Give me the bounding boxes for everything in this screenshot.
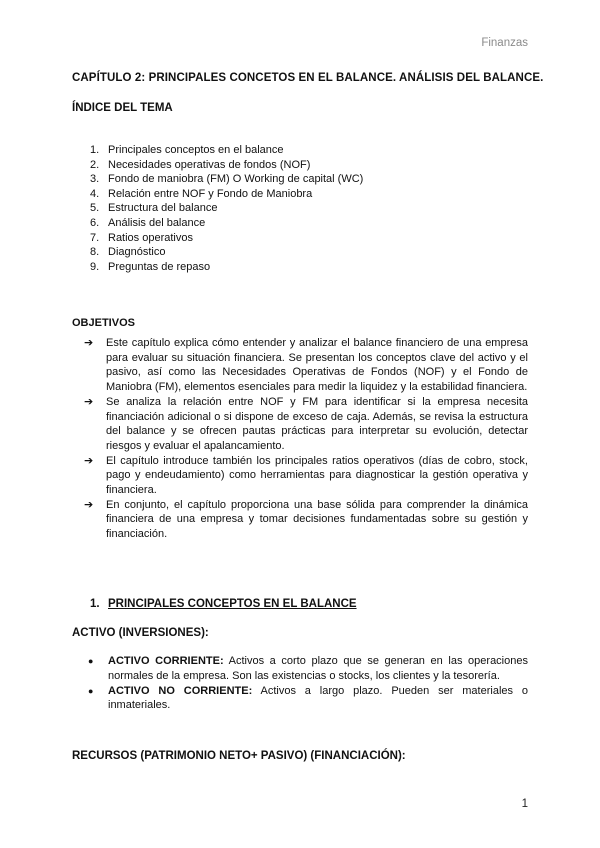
toc-item: 9. Preguntas de repaso bbox=[90, 260, 211, 273]
objectives-list bbox=[84, 336, 528, 542]
arrow-bullet-icon: ➔ bbox=[84, 337, 94, 349]
objective-item: ➔ Se analiza la relación entre NOF y FM para identificar si la empresa necesita financiación adicional o si dispone de exceso de caja. Además, se revisa la estructura del balance y se ofrecen pautas prácticas para interpretar su evolución, detectar riesgos y evaluar el apalancamiento. bbox=[84, 395, 528, 452]
index-heading: ÍNDICE DEL TEMA bbox=[72, 102, 173, 114]
toc-item: 4. Relación entre NOF y Fondo de Maniobra bbox=[90, 187, 313, 200]
objectives-heading: OBJETIVOS bbox=[72, 317, 135, 329]
activo-item: ● ACTIVO CORRIENTE: Activos a corto plazo que se generan en las operaciones normales de la empresa. Son las existencias o stocks, los clientes y la tesorería. bbox=[88, 655, 528, 682]
activo-list bbox=[88, 654, 528, 713]
toc-item: 3. Fondo de maniobra (FM) O Working de capital (WC) bbox=[90, 173, 364, 186]
header-subject: Finanzas bbox=[481, 37, 528, 49]
recursos-heading: RECURSOS (PATRIMONIO NETO+ PASIVO) (FINANCIACIÓN): bbox=[72, 750, 406, 762]
table-of-contents bbox=[90, 143, 363, 274]
section-1-heading: 1. PRINCIPALES CONCEPTOS EN EL BALANCE bbox=[90, 598, 357, 610]
toc-item: 8. Diagnóstico bbox=[90, 246, 166, 259]
objective-item: ➔ En conjunto, el capítulo proporciona una base sólida para comprender la dinámica financiera de una empresa y tomar decisiones fundamentadas sobre su gestión y financiación. bbox=[84, 498, 528, 541]
toc-item: 7. Ratios operativos bbox=[90, 231, 193, 244]
arrow-bullet-icon: ➔ bbox=[84, 395, 94, 408]
bullet-dot-icon: ● bbox=[88, 656, 94, 666]
chapter-title: CAPÍTULO 2: PRINCIPALES CONCETOS EN EL BALANCE. ANÁLISIS DEL BALANCE. bbox=[72, 72, 544, 84]
arrow-bullet-icon: ➔ bbox=[84, 498, 94, 511]
arrow-bullet-icon: ➔ bbox=[84, 454, 94, 467]
toc-item: 1. Principales conceptos en el balance bbox=[90, 144, 284, 156]
objective-item: ➔ Este capítulo explica cómo entender y analizar el balance financiero de una empresa para evaluar su situación financiera. Se presentan los conceptos clave del activo y el pasivo, así como las Necesidades Operativas de Fondos (NOF) y el Fondo de Maniobra (FM), elementos esenciales para medir la liquidez y la estabilidad financiera. bbox=[84, 337, 528, 394]
activo-heading: ACTIVO (INVERSIONES): bbox=[72, 627, 209, 639]
objective-item: ➔ El capítulo introduce también los principales ratios operativos (días de cobro, stock, pago y endeudamiento) como herramientas para diagnosticar la gestión operativa y financiera. bbox=[84, 454, 528, 497]
toc-item: 6. Análisis del balance bbox=[90, 216, 206, 229]
page-number: 1 bbox=[521, 798, 528, 810]
toc-item: 2. Necesidades operativas de fondos (NOF) bbox=[90, 158, 311, 171]
activo-item: ● ACTIVO NO CORRIENTE: Activos a largo plazo. Pueden ser materiales o inmateriales. bbox=[88, 684, 528, 712]
bullet-dot-icon: ● bbox=[88, 685, 94, 696]
toc-item: 5. Estructura del balance bbox=[90, 202, 218, 215]
